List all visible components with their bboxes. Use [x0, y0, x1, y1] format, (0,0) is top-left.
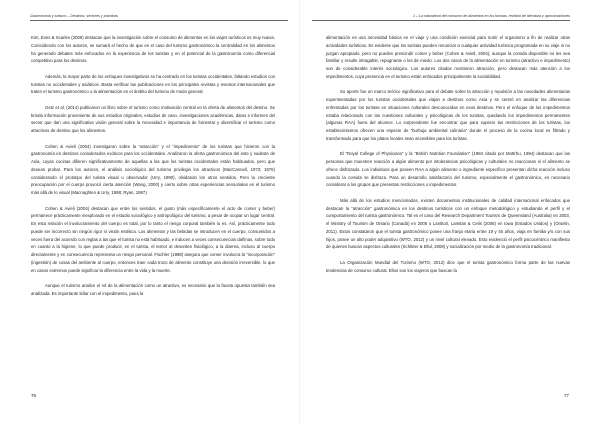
page-number: 77	[563, 393, 569, 398]
running-header: 1 – La naturaleza del consumo de alimentos en los turistas: revisión de literatura y aproximaciones	[412, 14, 570, 18]
paragraph: Su aporte fue un marco teórico significativo para el debate sobre la atracción y repulsión a las novedades alimentarias experimentadas por los turistas occidentales que viajan a destinos como Asia y se centró en analizar las diferencias enfrentadas por los turistas en situaciones culturales desconocidas en esos destinos. Pero el enfoque de los impedimentos estaba relacionado con las cuestiones culturales y psicológicas de los turistas, quedando los impedimentos permanentes (algunas RAA) fuera del alcance. Lo sorprendente fue encontrar que para superar las restricciones de los turistas, los establecimientos ofrecen una especie de “burbuja ambiental culinaria” donde el proceso de la cocina local es filtrado y transformado para que los platos locales sean accesibles para los turistas.	[326, 89, 570, 141]
right-page	[300, 0, 600, 424]
paragraph: La Organización Mundial del Turismo (WTO, 2012) dice que el turista gastronómico forma parte de las nuevas tendencias de consumo cultural. Ellos son los viajeros que buscan la	[326, 259, 570, 273]
paragraph: Además, la mayor parte de los enfoques investigativos se ha centrado en los turistas occidentales, faltando estudios con turistas no occidentales y asiáticos. Basta verificar las publicaciones en los principales revistas y eventos internacionales que traten el turismo gastronómico o la alimentación en el ámbito del turismo de modo general.	[31, 73, 275, 95]
paragraph: Más allá de los estudios mencionados, existen documentos institucionales de calidad internacional enfocados que destacan la “atracción” gastronómica en los destinos turísticos con un enfoque metodológico y estudiando el perfil y el comportamiento del turista gastronómico. Tal es el caso del Research Department Tourism de Queensland (Australia) en 2003, el Ministry of Tourism de Ontario (Canadá) en 2005 o Lantitoti, Lamitan & Celis (2006) en Iowa (Estados Unidos) y (Orselin, 2011). Estos constataron que el turista gastronómico posee una franja etaria entre 19 y 45 años, viaja en familia y/o con sus hijos, posee un alto poder adquisitivo (WTO, 2012) y un nivel cultural elevado. Esto evidenció el perfil psicocéntrico manifiesto de quienes buscan aspectos culturales (Schlüter & Ellul, 2008) y socialización por medio de la gastronomía tradicional.	[326, 197, 570, 250]
paragraph: Cohen & Avieli (2004) investigaron sobre la “atracción” y el “impedimento” de los turistas que hicieron con la gastronomía en destinos considerados exóticos para los occidentales. Analizaron la oferta gastronómica del este y sudeste de Asia, cuyas cocinas difieren significativamente de aquellas a las que los turistas occidentales están habituados, pero que desean probar. Para los autores, el análisis sociológico del turismo privilegia los atractivos (MacCannell, 1973; 1976) considerando el prototipo del turista visual u observador (Urry, 1990), olvidando los otros sentidos. Pero la creciente preocupación por el cuerpo provocó cierta atención (Wang, 2000) y cierto sobre otras experiencias sensoriales en el turismo más allá de lo visual (Macnaghten & Urry, 1998; Ryan, 1997).	[31, 143, 275, 195]
body-text	[31, 34, 275, 305]
paragraph: Cohen & Avieli (2004) destacan que entre los sentidos, el gusto (más específicamente el acto de comer y beber) permanece prácticamente inexplorado en el estudio sociológico y antropológico del turismo, a pesar de ocupar un lugar central. En esta relación el involucramiento del cuerpo es total, por lo tanto el riesgo corporal también lo es. Así, prácticamente todo puede ser incorrecto sin ningún rigor ni visión estética. Los alimentos y las bebidas se introducen en el cuerpo, consumidos a veces fuera del acuerdo con reglas a las que el turista no está habituado, e inducen a veces consecuencias dañinas, sobre todo en cuanto a la higiene, lo que puede producir, en el turista, el temor al desorden fisiológico, a la diarrea, incluso al cuerpo directamente y en consecuencia representa un riesgo personal. Fischler (1988) asegura que comer involucra la “incorporación” (ingestión) de cosas del ambiente al cuerpo, entonces traer cada trozo de alimento constituye una decisión irreversible, lo que en casos extremos puede significar la diferencia entre la vida y la muerte.	[31, 205, 275, 273]
paragraph: Kim, Eves & Scarles (2009) destacan que la investigación sobre el consumo de alimentos en los viajes turísticos es muy nueva. Coincidiendo con los autores, se sumará el hecho de que en el caso del turismo gastronómico la centralidad en los alimentos ha generado debates más enfocados en la experiencia de los turistas y en el potencial de la gastronomía como diferencial competitivo para los destinos.	[31, 35, 275, 64]
page-number: 76	[31, 393, 37, 398]
body-text	[326, 34, 570, 282]
header-rule	[312, 20, 570, 21]
paragraph: alimentación es una necesidad básica en el viaje y una condición esencial para nutrir el organismo a fin de realizar otras actividades turísticas. Es evidente que los turistas pueden renunciar a cualquier actividad turística programada en su viaje si no juzgan apropiado, pero no pueden prescindir comer y beber (Cohen & Avieli, 2004), aunque la comida disponible no les sea familiar y resulte intragable, repugnante o les de miedo. Los dos casos de la alimentación en turismo (atractivo e impedimento) son de considerable interés sociológico. Los autores citados mostraron atracción, pero destacan más atención a los impedimentos, cuya presencia en el turismo están enfocados principalmente la sociabilidad.	[326, 35, 570, 79]
running-header: Gastronomía y turismo – Destinos, sectores y prácticas	[30, 14, 119, 18]
paragraph: Aunque el turismo analice el rol de la alimentación como un atractivo, es necesario que la faceta opuesta también sea analizada. Es importante lidiar con el impedimento, pues la	[31, 283, 275, 296]
header-rule	[30, 20, 288, 21]
paragraph: Getz et al. (2014) publicaron un libro sobre el turismo como motivación central en la oferta de alimentos del destino. Se brinda información proveniente de sus estudios originales, estudios de caso, investigaciones académicas, datos e informes del sector que dan una significativa visión general sobre la necesidad e importancia de fomentar y diversificar el turismo como atractivos de destino que los alimentos.	[31, 104, 275, 133]
paragraph: El “Royal College of Physicians” y la “British Nutrition Foundation” (1984 citado por Mottrhu, 1994) destacan que las personas que muestren reacción a algún alimento por intolerancias psicológicas y culturales no reaccionan si el alimento se ofrece disfrazado. Los individuos que poseen RAA a algún alimento o ingrediente específico presentan dicha reacción incluso cuando la comida se disfraza. Para un desarrollo satisfactorio del turismo, especialmente el gastronómico, es necesario considerar a los grupos que presentan restricciones o impedimentos.	[326, 151, 570, 188]
